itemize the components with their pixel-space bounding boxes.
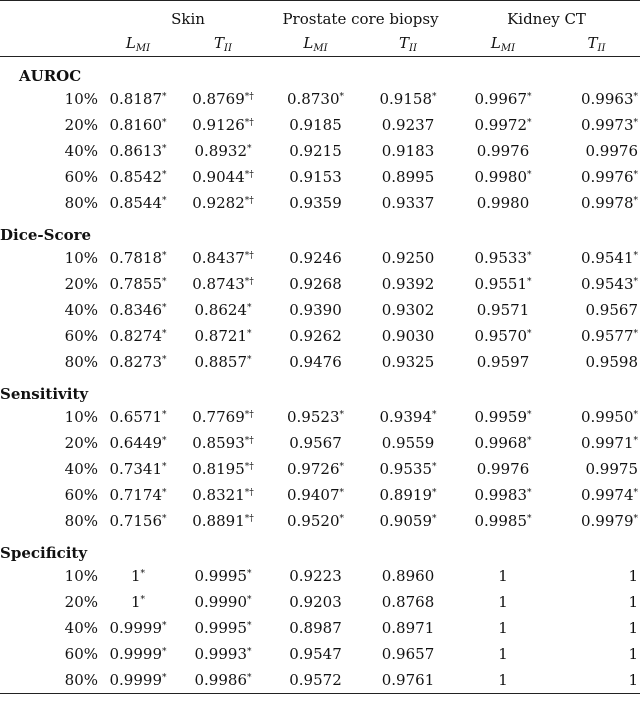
significance-marker: *† [244,170,254,180]
metric-header-tii: $T_{II}$ [553,32,640,57]
significance-marker: * [247,329,252,339]
row-percentage: 60% [64,327,98,345]
significance-marker: * [162,329,167,339]
table-cell: 0.8971 [381,619,435,637]
table-cell: 1 [628,593,638,611]
significance-marker: * [140,595,146,605]
table-row [0,138,640,164]
significance-marker: * [527,436,532,446]
table-cell: 0.9533* [474,249,532,267]
significance-marker: * [162,436,167,446]
table-cell: 1 [453,667,553,694]
significance-marker: * [339,514,344,524]
table-cell: 0.8195*† [192,460,254,478]
table-cell: 0.8613* [109,142,167,160]
significance-marker: * [247,673,252,683]
significance-marker: * [247,303,252,313]
significance-marker: * [162,251,167,261]
significance-marker: * [247,595,252,605]
table-row [0,508,640,534]
row-percentage: 20% [64,593,98,611]
table-cell: 0.7818* [109,249,167,267]
table-cell: 0.9246 [289,249,342,267]
significance-marker: * [633,329,638,339]
significance-marker: *† [244,436,254,446]
table-cell: 0.8544* [109,194,167,212]
significance-marker: * [527,488,532,498]
table-row [0,164,640,190]
table-cell: 0.9183 [381,142,435,160]
table-row [0,86,640,112]
table-cell: 0.9520* [287,512,344,530]
group-header-row [0,5,640,32]
row-percentage: 40% [64,142,98,160]
table-cell: 0.8542* [109,168,167,186]
table-cell: 0.9153 [289,168,342,186]
table-cell: 0.9126*† [192,116,254,134]
table-cell: 0.9268 [289,275,342,293]
significance-marker: *† [244,92,254,102]
significance-marker: * [432,410,437,420]
table-row [0,112,640,138]
table-cell: 0.9985* [474,512,532,530]
significance-marker: * [633,170,638,180]
table-cell: 0.8919* [379,486,437,504]
significance-marker: * [162,355,167,365]
row-percentage: 80% [64,194,98,212]
group-header-skin: Skin [171,9,205,28]
section-header-row [0,216,640,245]
table-cell: 0.8743*† [192,275,254,293]
significance-marker: * [162,462,167,472]
significance-marker: * [162,410,167,420]
table-cell: 1 [498,619,508,637]
significance-marker: * [162,144,167,154]
significance-marker: * [633,410,638,420]
table-cell: 0.9968* [474,434,532,452]
table-cell: 0.9547 [289,645,342,663]
significance-marker: * [247,647,252,657]
section-header-row [0,375,640,404]
significance-marker: *† [244,196,254,206]
table-cell: 0.9657 [381,645,435,663]
table-cell: 0.9567 [585,301,638,319]
significance-marker: * [247,569,252,579]
table-cell: 1 [628,567,638,585]
table-cell: 1 [498,567,508,585]
significance-marker: * [162,118,167,128]
significance-marker: * [162,170,167,180]
table-cell: 0.9215 [289,142,342,160]
table-cell: 0.9577* [581,327,638,345]
row-percentage: 10% [64,408,98,426]
table-cell: 0.8960 [381,567,435,585]
group-header-kidney: Kidney CT [507,9,586,28]
table-cell: 0.9185 [289,116,342,134]
significance-marker: * [432,488,437,498]
significance-marker: * [527,170,532,180]
row-percentage: 20% [64,434,98,452]
significance-marker: * [162,647,167,657]
table-cell: 0.7341* [109,460,167,478]
significance-marker: * [633,436,638,446]
table-cell: 0.8730* [287,90,344,108]
table-cell: 0.9559 [381,434,435,452]
table-cell: 0.8987 [289,619,342,637]
row-percentage: 40% [64,301,98,319]
table-cell: 0.8437*† [192,249,254,267]
significance-marker: * [633,488,638,498]
table-cell: 0.9726* [287,460,344,478]
table-cell: 0.9059* [379,512,437,530]
significance-marker: *† [244,462,254,472]
table-cell: 0.9030 [381,327,435,345]
significance-marker: * [162,277,167,287]
metric-header-tii: $T_{II}$ [178,32,268,57]
table-cell: 0.8321*† [192,486,254,504]
table-cell: 0.9963* [581,90,638,108]
table-cell: 0.9394* [379,408,437,426]
table-cell: 0.9203 [289,593,342,611]
table-cell: 0.9980 [476,194,530,212]
table-cell: 0.9337 [381,194,435,212]
table-cell: 0.9976 [476,142,530,160]
table-cell: 0.9971* [581,434,638,452]
table-cell: 0.9158* [379,90,437,108]
significance-marker: *† [244,118,254,128]
table-cell: 0.9282*† [192,194,254,212]
table-row [0,349,640,375]
row-percentage: 80% [64,353,98,371]
table-cell: 0.9392 [381,275,435,293]
significance-marker: *† [244,277,254,287]
table-cell: 0.9761 [363,667,453,694]
table-cell: 0.8274* [109,327,167,345]
table-cell: 0.8891*† [192,512,254,530]
table-cell: 0.8346* [109,301,167,319]
table-cell: 0.8593*† [192,434,254,452]
table-cell: 0.8273* [109,353,167,371]
significance-marker: * [162,621,167,631]
significance-marker: * [633,118,638,128]
table-cell: 0.8187* [109,90,167,108]
table-cell: 0.9541* [581,249,638,267]
table-cell: 0.9551* [474,275,532,293]
table-cell: 1 [628,645,638,663]
table-cell: 0.7769*† [192,408,254,426]
table-cell: 0.8769*† [192,90,254,108]
table-cell: 0.8160* [109,116,167,134]
row-percentage: 60% [64,168,98,186]
significance-marker: * [339,410,344,420]
table-cell: 0.9571 [476,301,530,319]
table-cell: 0.9950* [581,408,638,426]
row-percentage: 20% [64,116,98,134]
significance-marker: * [162,514,167,524]
table-cell: 1 [498,645,508,663]
table-cell: 1 [498,593,508,611]
table-cell: 1* [130,567,146,585]
table-row [0,563,640,589]
table-cell: 0.9972* [474,116,532,134]
table-cell: 0.9979* [581,512,638,530]
significance-marker: *† [244,410,254,420]
significance-marker: * [162,488,167,498]
significance-marker: *† [244,251,254,261]
table-cell: 1 [553,667,640,694]
significance-marker: * [247,355,252,365]
significance-marker: * [162,673,167,683]
table-cell: 0.9993* [194,645,252,663]
table-row [0,667,640,694]
table-cell: 0.9325 [381,353,435,371]
row-percentage: 60% [64,486,98,504]
table-cell: 1* [130,593,146,611]
significance-marker: * [247,144,252,154]
significance-marker: * [339,488,344,498]
table-cell: 0.9980* [474,168,532,186]
table-cell: 0.9570* [474,327,532,345]
significance-marker: * [432,92,437,102]
table-body [0,57,640,694]
table-cell: 0.8995 [381,168,435,186]
section-header-row [0,57,640,87]
table-cell: 0.9999* [109,619,167,637]
table-cell: 0.9237 [381,116,435,134]
table-cell: 1 [628,619,638,637]
table-row [0,456,640,482]
significance-marker: * [633,514,638,524]
table-cell: 0.8857* [194,353,252,371]
row-percentage: 10% [64,249,98,267]
significance-marker: * [140,569,146,579]
section-title: Specificity [0,544,88,562]
significance-marker: * [339,462,344,472]
row-percentage: 10% [64,90,98,108]
metric-header-lmi: $L_{MI}$ [268,32,363,57]
table-row [0,404,640,430]
significance-marker: * [527,329,532,339]
significance-marker: * [527,251,532,261]
row-percentage: 20% [64,275,98,293]
table-cell: 0.9978* [581,194,638,212]
table-cell: 0.9999* [98,667,178,694]
table-cell: 0.8932* [194,142,252,160]
metric-header-tii: $T_{II}$ [363,32,453,57]
table-cell: 0.9983* [474,486,532,504]
table-cell: 0.9543* [581,275,638,293]
metric-header-lmi: $L_{MI}$ [453,32,553,57]
table-cell: 0.9044*† [192,168,254,186]
table-row [0,589,640,615]
table-cell: 0.9262 [289,327,342,345]
significance-marker: * [527,514,532,524]
group-header-prostate: Prostate core biopsy [282,9,439,28]
significance-marker: * [432,514,437,524]
table-cell: 0.8768 [381,593,435,611]
table-cell: 0.9223 [289,567,342,585]
significance-marker: * [162,303,167,313]
table-cell: 0.7174* [109,486,167,504]
significance-marker: *† [244,514,254,524]
table-cell: 0.9967* [474,90,532,108]
table-row [0,271,640,297]
table-row [0,482,640,508]
table-cell: 0.9975 [585,460,638,478]
significance-marker: *† [244,488,254,498]
table-cell: 0.9567 [289,434,342,452]
significance-marker: * [527,410,532,420]
table-cell: 0.9995* [194,619,252,637]
table-cell: 0.9302 [381,301,435,319]
section-title: Dice-Score [0,226,92,244]
significance-marker: * [339,92,344,102]
table-cell: 0.8721* [194,327,252,345]
table-cell: 0.9986* [178,667,268,694]
table-row [0,615,640,641]
table-cell: 0.9523* [287,408,344,426]
significance-marker: * [247,621,252,631]
significance-marker: * [432,462,437,472]
table-cell: 0.9973* [581,116,638,134]
table-cell: 0.9407* [287,486,344,504]
table-cell: 0.8624* [194,301,252,319]
row-percentage: 80% [64,512,98,530]
table-cell: 0.9995* [194,567,252,585]
table-cell: 0.9597 [476,353,530,371]
significance-marker: * [633,277,638,287]
significance-marker: * [633,196,638,206]
row-percentage: 80% [0,667,98,694]
section-header-row [0,534,640,563]
section-title: Sensitivity [0,385,89,403]
table-cell: 0.9572 [268,667,363,694]
table-row [0,323,640,349]
table-cell: 0.9999* [109,645,167,663]
table-cell: 0.9959* [474,408,532,426]
table-row [0,297,640,323]
table-cell: 0.9990* [194,593,252,611]
table-cell: 0.9976 [585,142,638,160]
table-cell: 0.7855* [109,275,167,293]
table-row [0,641,640,667]
significance-marker: * [633,92,638,102]
table-cell: 0.9974* [581,486,638,504]
table-cell: 0.9359 [289,194,342,212]
table-cell: 0.9598 [585,353,638,371]
table-cell: 0.9976 [476,460,530,478]
table-cell: 0.6449* [109,434,167,452]
table-cell: 0.9976* [581,168,638,186]
significance-marker: * [527,92,532,102]
table-cell: 0.9250 [381,249,435,267]
table-cell: 0.9476 [289,353,342,371]
row-percentage: 10% [64,567,98,585]
section-title: AUROC [19,67,82,85]
significance-marker: * [633,251,638,261]
table-cell: 0.6571* [109,408,167,426]
table-row [0,245,640,271]
significance-marker: * [162,196,167,206]
table-cell: 0.9390 [289,301,342,319]
metric-header-row [0,32,640,57]
significance-marker: * [527,118,532,128]
significance-marker: * [527,277,532,287]
table-cell: 0.9535* [379,460,437,478]
row-percentage: 60% [64,645,98,663]
table-cell: 0.7156* [109,512,167,530]
table-row [0,190,640,216]
table-row [0,430,640,456]
row-percentage: 40% [64,619,98,637]
significance-marker: * [162,92,167,102]
metric-header-lmi: $L_{MI}$ [98,32,178,57]
row-percentage: 40% [64,460,98,478]
